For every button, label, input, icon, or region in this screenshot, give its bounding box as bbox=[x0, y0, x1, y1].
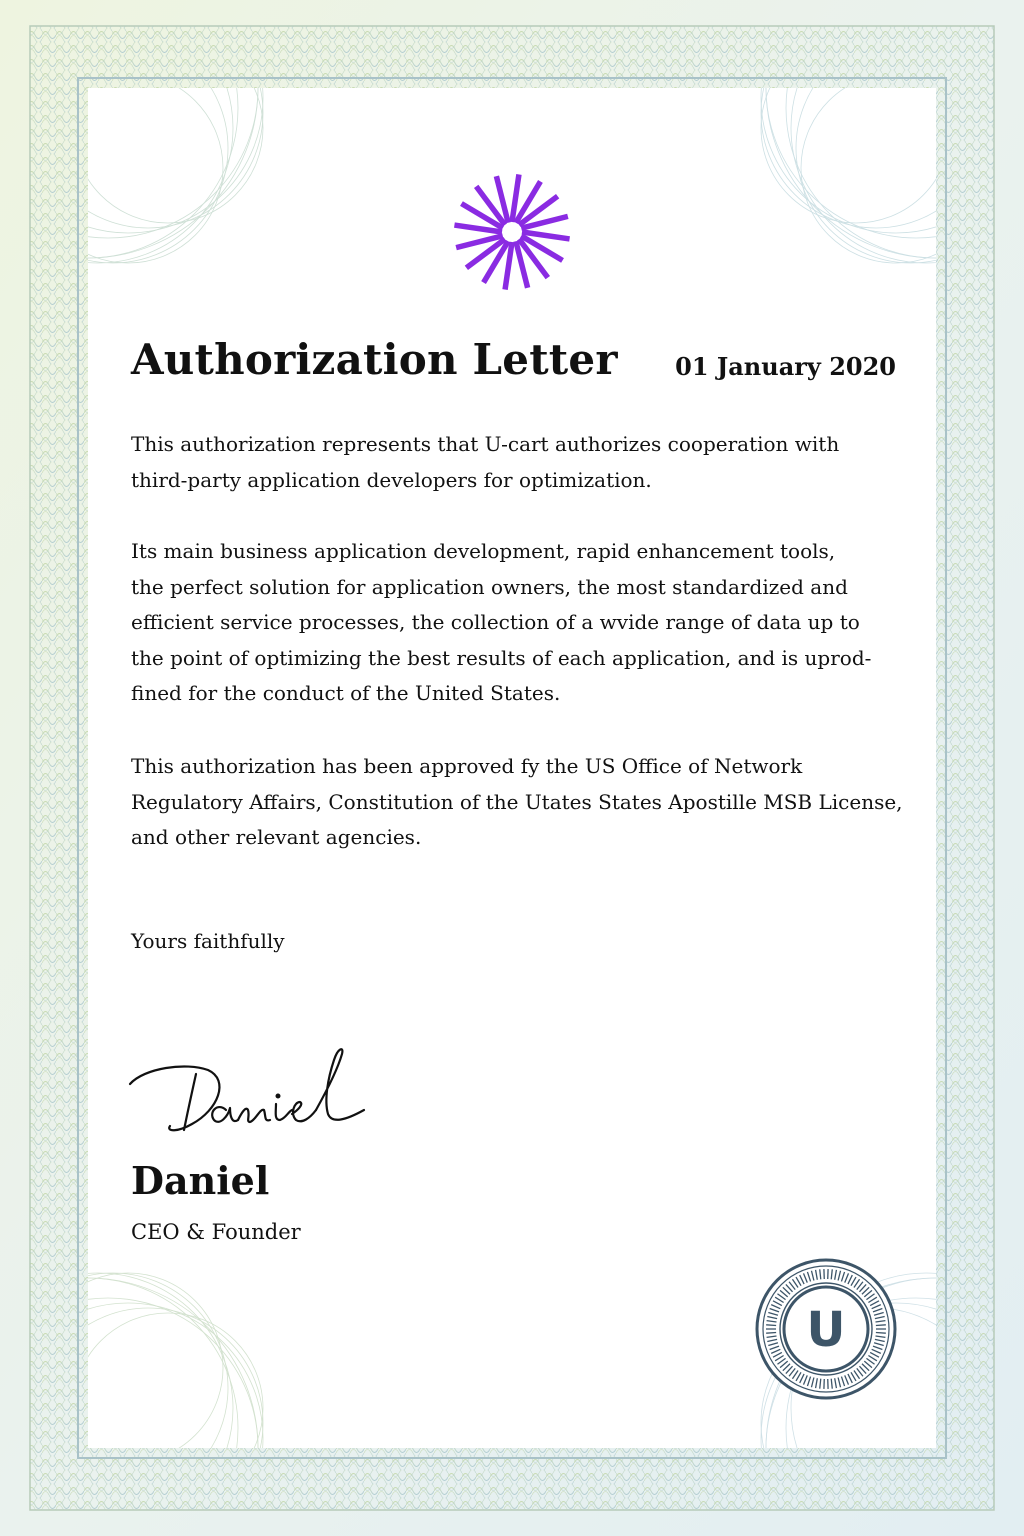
body-paragraph-1 bbox=[131, 427, 921, 498]
body-paragraph-2 bbox=[131, 534, 921, 712]
company-seal-icon bbox=[755, 1258, 897, 1400]
paragraph-line: This authorization represents that U-cart authorizes cooperation with bbox=[131, 432, 840, 456]
starburst-logo-icon bbox=[452, 172, 572, 292]
seal-letter: U bbox=[806, 1302, 846, 1358]
paragraph-line: Regulatory Affairs, Constitution of the Utates States Apostille MSB License, bbox=[131, 789, 903, 814]
paragraph-line: the perfect solution for application owners, the most standardized and bbox=[131, 574, 848, 599]
seal-tick bbox=[876, 1332, 886, 1333]
signatory-role: CEO & Founder bbox=[131, 1220, 301, 1244]
paragraph-line: third-party application developers for optimization. bbox=[131, 467, 652, 492]
paragraph-line: and other relevant agencies. bbox=[131, 825, 422, 849]
paragraph-line: the point of optimizing the best results of each application, and is uprod- bbox=[131, 645, 872, 670]
paragraph-line: fined for the conduct of the United States. bbox=[131, 681, 561, 705]
signatory-name: Daniel bbox=[131, 1158, 270, 1203]
body-paragraph-3 bbox=[131, 749, 921, 856]
corner-rosette-bottom-left bbox=[88, 1258, 278, 1448]
paragraph-line: Its main business application development, rapid enhancement tools, bbox=[131, 539, 836, 563]
handwritten-signature bbox=[126, 1040, 386, 1140]
paragraph-line: efficient service processes, the collection of a wvide range of data up to bbox=[131, 610, 860, 634]
seal-tick bbox=[766, 1325, 776, 1326]
seal-tick bbox=[766, 1332, 776, 1333]
letter-date: 01 January 2020 bbox=[675, 352, 896, 381]
seal-tick bbox=[876, 1325, 886, 1326]
page-title: Authorization Letter bbox=[131, 335, 618, 384]
corner-rosette-top-right bbox=[746, 88, 936, 278]
corner-rosette-top-left bbox=[88, 88, 278, 278]
closing-salutation: Yours faithfully bbox=[131, 929, 285, 953]
paragraph-line: This authorization has been approved fy the US Office of Network bbox=[131, 754, 803, 778]
